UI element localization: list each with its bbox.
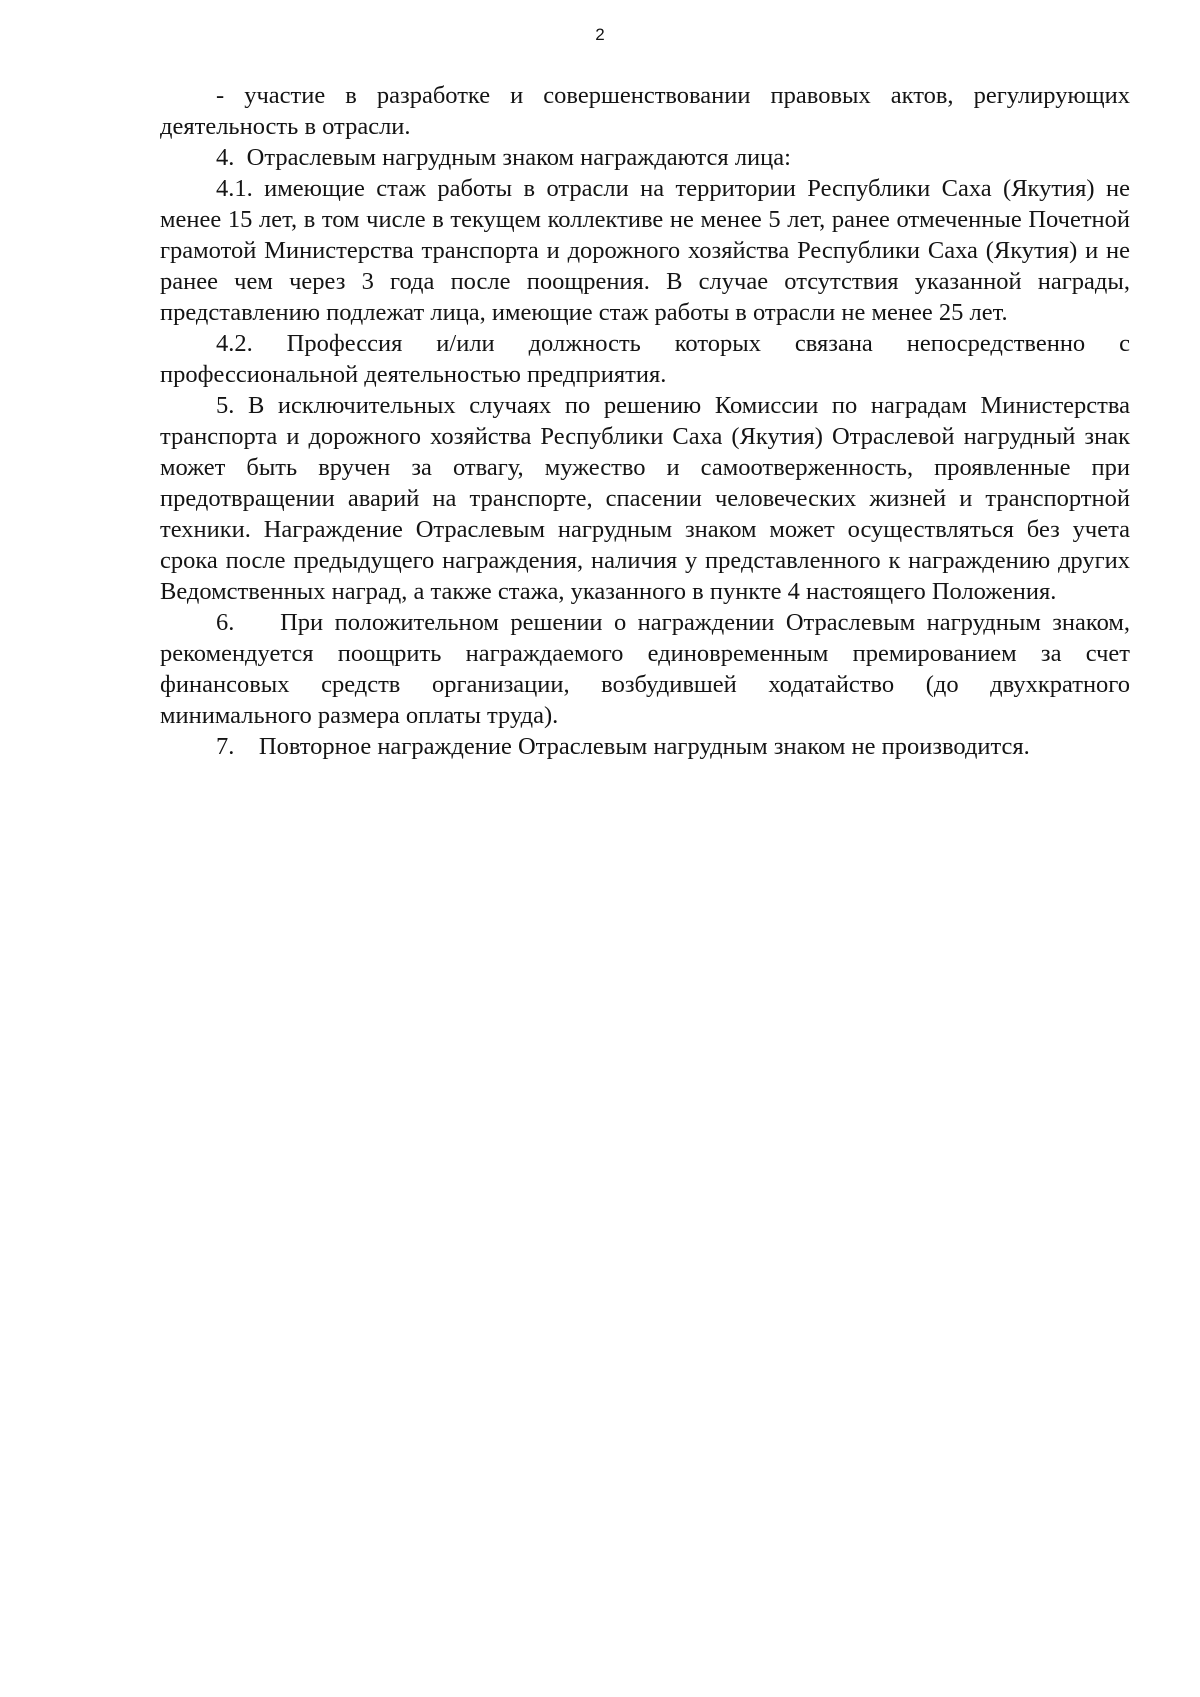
paragraph-4-1: 4.1. имеющие стаж работы в отрасли на территории Республики Саха (Якутия) не менее 15 лет, в том числе в текущем коллективе не менее 5 лет, ранее отмеченные Почетной грамотой Министерства транспорта и дорожного хозяйства Республики Саха (Якутия) и не ранее чем через 3 года после поощрения. В случае отсутствия указанной награды, представлению подлежат лица, имеющие стаж работы в отрасли не менее 25 лет. bbox=[160, 175, 1130, 326]
paragraph-participation: - участие в разработке и совершенствовании правовых актов, регулирующих деятельность в отрасли. bbox=[160, 82, 1130, 140]
page-number: 2 bbox=[595, 25, 605, 44]
paragraph-6: 6. При положительном решении о награждении Отраслевым нагрудным знаком, рекомендуется поощрить награждаемого единовременным премированием за счет финансовых средств организации, возбудившей ходатайство (до двухкратного минимального размера оплаты труда). bbox=[160, 609, 1130, 729]
paragraph-4: 4. Отраслевым нагрудным знаком награждаются лица: bbox=[216, 144, 791, 171]
document-body bbox=[160, 80, 1130, 762]
paragraph-4-2: 4.2. Профессия и/или должность которых связана непосредственно с профессиональной деятельностью предприятия. bbox=[160, 330, 1130, 388]
paragraph-7: 7. Повторное награждение Отраслевым нагрудным знаком не производится. bbox=[216, 733, 1030, 760]
paragraph-5: 5. В исключительных случаях по решению Комиссии по наградам Министерства транспорта и дорожного хозяйства Республики Саха (Якутия) Отраслевой нагрудный знак может быть вручен за отвагу, мужество и самоотверженность, проявленные при предотвращении аварий на транспорте, спасении человеческих жизней и транспортной техники. Награждение Отраслевым нагрудным знаком может осуществляться без учета срока после предыдущего награждения, наличия у представленного к награждению других Ведомственных наград, а также стажа, указанного в пункте 4 настоящего Положения. bbox=[160, 392, 1130, 605]
